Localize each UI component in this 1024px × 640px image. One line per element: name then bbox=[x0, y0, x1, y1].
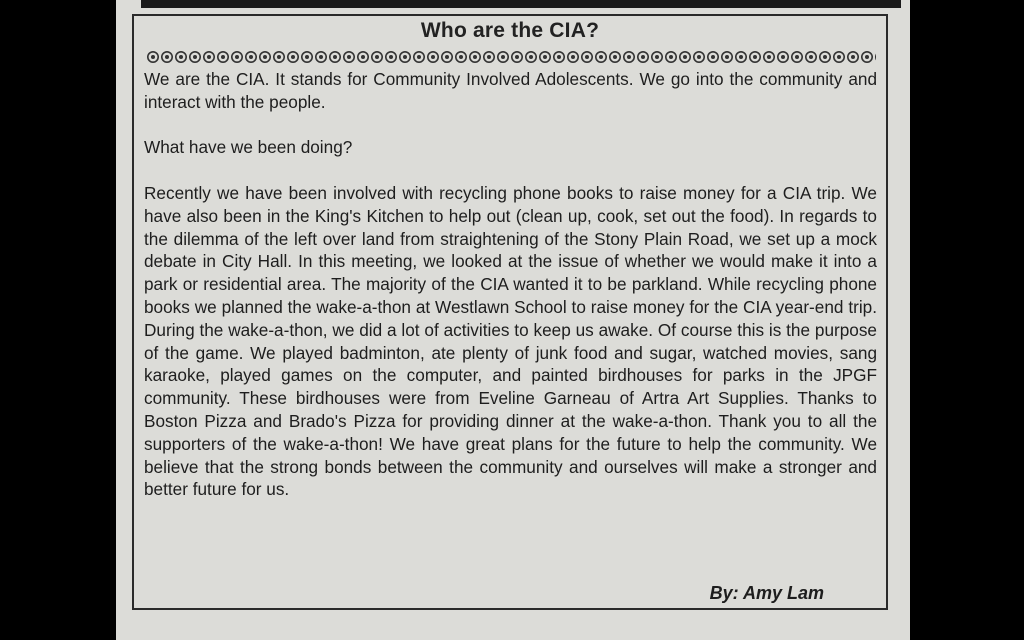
section-question: What have we been doing? bbox=[144, 137, 353, 158]
article-title: Who are the CIA? bbox=[420, 19, 600, 42]
ornament-divider bbox=[146, 50, 876, 64]
top-border-rule bbox=[141, 0, 901, 8]
article-text bbox=[144, 68, 877, 501]
body-paragraph: Recently we have been involved with recycling phone books to raise money for a CIA trip. We have also been in the King's Kitchen to help out (clean up, cook, set out the food). In regards to the dilemma of the left over land from straightening of the Stony Plain Road, we set up a mock debate in City Hall. In this meeting, we looked at the issue of whether we would make it into a park or residential area. The majority of the CIA wanted it to be parkland. While recycling phone books we planned the wake-a-thon at Westlawn School to raise money for the CIA year-end trip. During the wake-a-thon, we did a lot of activities to keep us awake. Of course this is the purpose of the game. We played badminton, ate plenty of junk food and sugar, watched movies, sang karaoke, played games on the computer, and painted birdhouses for parks in the JPGF community. These birdhouses were from Eveline Garneau of Artra Art Supplies. Thanks to Boston Pizza and Brado's Pizza for providing dinner at the wake-a-thon. Thank you to all the supporters of the wake-a-thon! We have great plans for the future to help the community. We believe that the strong bonds between the community and ourselves will make a stronger and better future for us. bbox=[144, 182, 877, 500]
article-box bbox=[132, 14, 888, 610]
intro-paragraph: We are the CIA. It stands for Community Involved Adolescents. We go into the community and interact with the people. bbox=[144, 69, 877, 112]
byline: By: Amy Lam bbox=[709, 583, 824, 603]
newspaper-page bbox=[116, 0, 910, 640]
